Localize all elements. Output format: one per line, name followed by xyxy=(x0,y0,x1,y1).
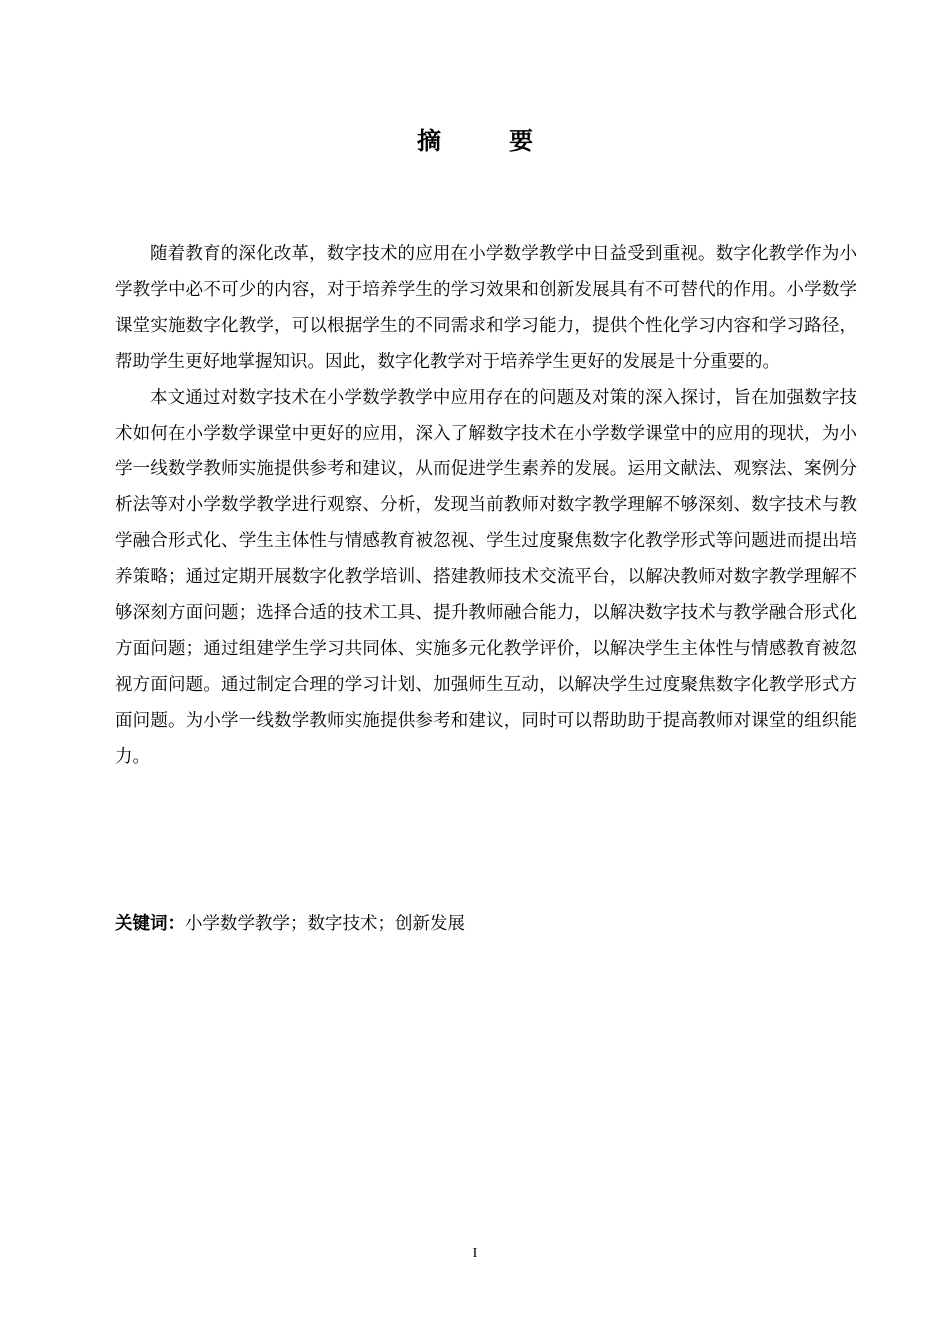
page-title: 摘 要 xyxy=(417,127,555,155)
abstract-body xyxy=(115,237,857,776)
keywords-line xyxy=(115,906,857,942)
abstract-paragraph-1: 随着教育的深化改革，数字技术的应用在小学数学教学中日益受到重视。数字化教学作为小学教学中必不可少的内容，对于培养学生的学习效果和创新发展具有不可替代的作用。小学数学课堂实施数字化教学，可以根据学生的不同需求和学习能力，提供个性化学习内容和学习路径，帮助学生更好地掌握知识。因此，数字化教学对于培养学生更好的发展是十分重要的。 xyxy=(115,244,857,372)
abstract-paragraph-2: 本文通过对数字技术在小学数学教学中应用存在的问题及对策的深入探讨，旨在加强数字技术如何在小学数学课堂中更好的应用，深入了解数字技术在小学数学课堂中的应用的现状，为小学一线数学教师实施提供参考和建议，从而促进学生素养的发展。运用文献法、观察法、案例分析法等对小学数学教学进行观察、分析，发现当前教师对数字教学理解不够深刻、数字技术与教学融合形式化、学生主体性与情感教育被忽视、学生过度聚焦数字化教学形式等问题进而提出培养策略；通过定期开展数字化教学培训、搭建教师技术交流平台，以解决教师对数字教学理解不够深刻方面问题；选择合适的技术工具、提升教师融合能力，以解决数字技术与教学融合形式化方面问题；通过组建学生学习共同体、实施多元化教学评价，以解决学生主体性与情感教育被忽视方面问题。通过制定合理的学习计划、加强师生互动，以解决学生过度聚焦数字化教学形式方面问题。为小学一线数学教师实施提供参考和建议，同时可以帮助助于提高教师对课堂的组织能力。 xyxy=(115,387,857,767)
page-number: I xyxy=(472,1246,478,1261)
keywords-text: 小学数学教学；数字技术；创新发展 xyxy=(185,914,465,934)
keywords-label: 关键词： xyxy=(115,914,185,934)
